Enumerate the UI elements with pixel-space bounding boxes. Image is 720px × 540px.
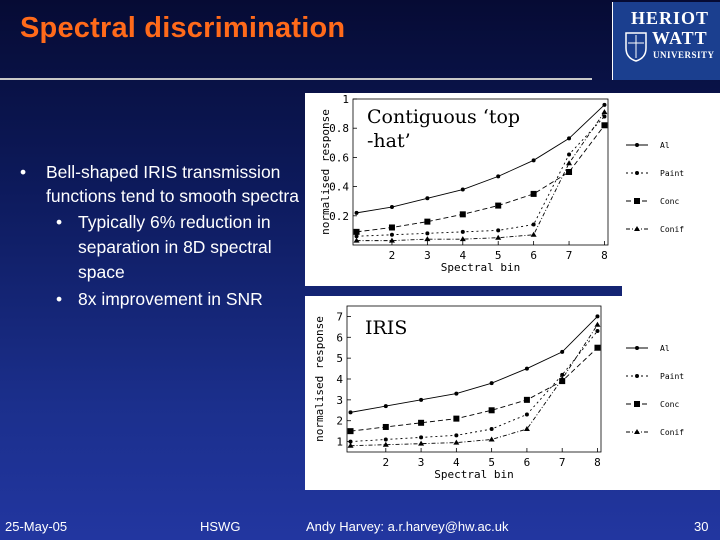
y-tick-label: 3 — [336, 393, 343, 407]
data-point — [567, 152, 571, 156]
legend-marker — [634, 198, 640, 204]
x-tick-label: 4 — [459, 249, 467, 262]
x-tick-label: 6 — [530, 249, 537, 262]
crest-icon — [625, 32, 647, 62]
sub-bullet-item — [18, 287, 303, 312]
data-point — [595, 314, 599, 318]
y-axis-label: normalised response — [319, 109, 332, 235]
y-tick-label: 0.6 — [329, 151, 349, 165]
chart-annotation — [367, 106, 520, 152]
annotation-line: Contiguous ‘top — [367, 106, 521, 128]
y-tick-label: 7 — [336, 310, 343, 324]
data-point — [495, 235, 501, 240]
data-point — [601, 122, 607, 128]
x-tick-label: 3 — [417, 456, 425, 469]
series-conc — [348, 345, 601, 434]
bullet-item — [18, 160, 303, 208]
legend-marker — [634, 226, 640, 231]
data-point — [602, 115, 606, 119]
legend-entry-paint — [626, 372, 684, 381]
legend-svg — [622, 93, 720, 490]
legend-label: Al — [660, 141, 670, 150]
legend-label: Conc — [660, 400, 680, 409]
data-point — [566, 169, 572, 175]
data-point — [389, 224, 395, 230]
legend-entry-conif — [626, 225, 684, 234]
slide-title: Spectral discrimination — [20, 12, 346, 44]
y-tick-label: 4 — [336, 373, 343, 386]
data-point — [489, 436, 495, 441]
data-point — [525, 367, 529, 371]
data-point — [566, 160, 572, 165]
legend-label: Conif — [660, 225, 685, 234]
data-point — [560, 350, 564, 354]
sub-bullet-text: 8x improvement in SNR — [78, 289, 263, 309]
x-axis-label: Spectral bin — [440, 261, 521, 274]
bullet-dot-icon: • — [20, 162, 27, 182]
data-point — [454, 392, 458, 396]
x-tick-label: 2 — [388, 249, 396, 262]
data-point — [354, 238, 360, 243]
legend-marker — [635, 346, 639, 350]
data-point — [424, 219, 430, 225]
bullet-list — [18, 160, 303, 312]
y-tick-label: 5 — [336, 352, 343, 366]
legend-entry-conc — [626, 400, 679, 409]
legend-entry-al — [626, 141, 670, 150]
x-tick-label: 3 — [424, 249, 431, 262]
data-point — [461, 230, 465, 234]
data-point — [349, 410, 353, 414]
data-point — [418, 420, 424, 426]
data-point — [425, 196, 429, 200]
data-point — [354, 229, 360, 235]
logo-text-line2: WATT — [652, 28, 708, 48]
data-point — [496, 228, 500, 232]
data-point — [490, 427, 494, 431]
legend-label: Al — [660, 344, 670, 353]
annotation-line: IRIS — [365, 317, 408, 339]
bullet-dot-icon: • — [56, 289, 63, 309]
data-point — [496, 174, 500, 178]
y-tick-label: 1 — [342, 93, 349, 106]
data-point — [348, 428, 354, 434]
legend-label: Conc — [660, 197, 680, 206]
legend-entry-conif — [626, 428, 684, 437]
data-point — [495, 203, 501, 209]
x-tick-label: 8 — [601, 249, 608, 262]
data-point — [524, 397, 530, 403]
data-point — [390, 205, 394, 209]
title-divider — [0, 78, 592, 80]
legend-marker — [634, 401, 640, 407]
data-point — [460, 211, 466, 217]
y-tick-label: 0.4 — [329, 180, 349, 194]
x-tick-label: 5 — [488, 456, 495, 469]
legend-label: Conif — [660, 428, 685, 437]
bullet-text: Bell-shaped IRIS transmission functions tend to smooth spectra — [46, 162, 299, 206]
footer-page-number: 30 — [694, 519, 709, 534]
footer-org: HSWG — [200, 519, 241, 534]
footer-date: 25-May-05 — [5, 519, 68, 534]
data-point — [594, 345, 600, 351]
legend-marker — [635, 374, 639, 378]
sub-bullet-text: Typically 6% reduction in separation in 8D spectral space — [78, 212, 272, 282]
data-point — [390, 233, 394, 237]
data-point — [567, 136, 571, 140]
y-tick-label: 1 — [336, 435, 343, 449]
data-point — [595, 329, 599, 333]
legend-entry-conc — [626, 197, 679, 206]
data-point — [531, 191, 537, 197]
data-point — [525, 412, 529, 416]
data-point — [490, 381, 494, 385]
x-tick-label: 7 — [558, 456, 566, 469]
data-point — [601, 109, 607, 114]
chart-iris — [305, 296, 635, 490]
data-point — [419, 435, 423, 439]
legend-marker — [635, 171, 639, 175]
data-point — [384, 404, 388, 408]
data-point — [454, 433, 458, 437]
x-tick-label: 6 — [523, 456, 531, 469]
data-point — [424, 236, 430, 241]
footer-author: Andy Harvey: a.r.harvey@hw.ac.uk — [306, 519, 509, 534]
logo-text-line1: HERIOT — [631, 8, 710, 28]
data-point — [384, 437, 388, 441]
bullet-dot-icon: • — [56, 212, 63, 232]
y-tick-label: 0.8 — [329, 122, 349, 136]
x-axis-label: Spectral bin — [434, 468, 514, 481]
data-point — [532, 158, 536, 162]
data-point — [602, 103, 606, 107]
legend-entry-paint — [626, 169, 684, 178]
legend-entry-al — [626, 344, 670, 353]
data-point — [489, 407, 495, 413]
chart-svg — [305, 93, 635, 286]
data-point — [532, 223, 536, 227]
legend-marker — [635, 143, 639, 147]
data-point — [461, 188, 465, 192]
y-tick-label: 0.2 — [329, 209, 349, 223]
logo-text-line3: UNIVERSITY — [653, 50, 715, 60]
data-point — [453, 416, 459, 422]
data-point — [383, 424, 389, 430]
data-point — [594, 322, 600, 327]
chart-annotation — [365, 317, 407, 339]
y-tick-label: 6 — [336, 331, 343, 345]
sub-bullet-item — [18, 210, 303, 285]
legend-panel — [622, 93, 720, 490]
y-axis-label: normalised response — [313, 316, 326, 442]
legend-marker — [634, 429, 640, 434]
annotation-line: -hat’ — [367, 130, 411, 152]
data-point — [419, 398, 423, 402]
legend-label: Paint — [660, 169, 685, 178]
data-point — [425, 231, 429, 235]
data-point — [531, 232, 537, 237]
data-point — [355, 211, 359, 215]
university-logo — [612, 2, 720, 80]
x-tick-label: 8 — [594, 456, 601, 469]
x-tick-label: 5 — [494, 249, 502, 262]
x-tick-label: 4 — [453, 456, 460, 469]
legend-label: Paint — [660, 372, 685, 381]
y-tick-label: 2 — [336, 414, 343, 428]
x-tick-label: 2 — [382, 456, 390, 469]
chart-svg — [305, 296, 635, 490]
chart-contiguous-top-hat — [305, 93, 635, 286]
x-tick-label: 7 — [565, 249, 573, 262]
series-line — [351, 348, 598, 431]
